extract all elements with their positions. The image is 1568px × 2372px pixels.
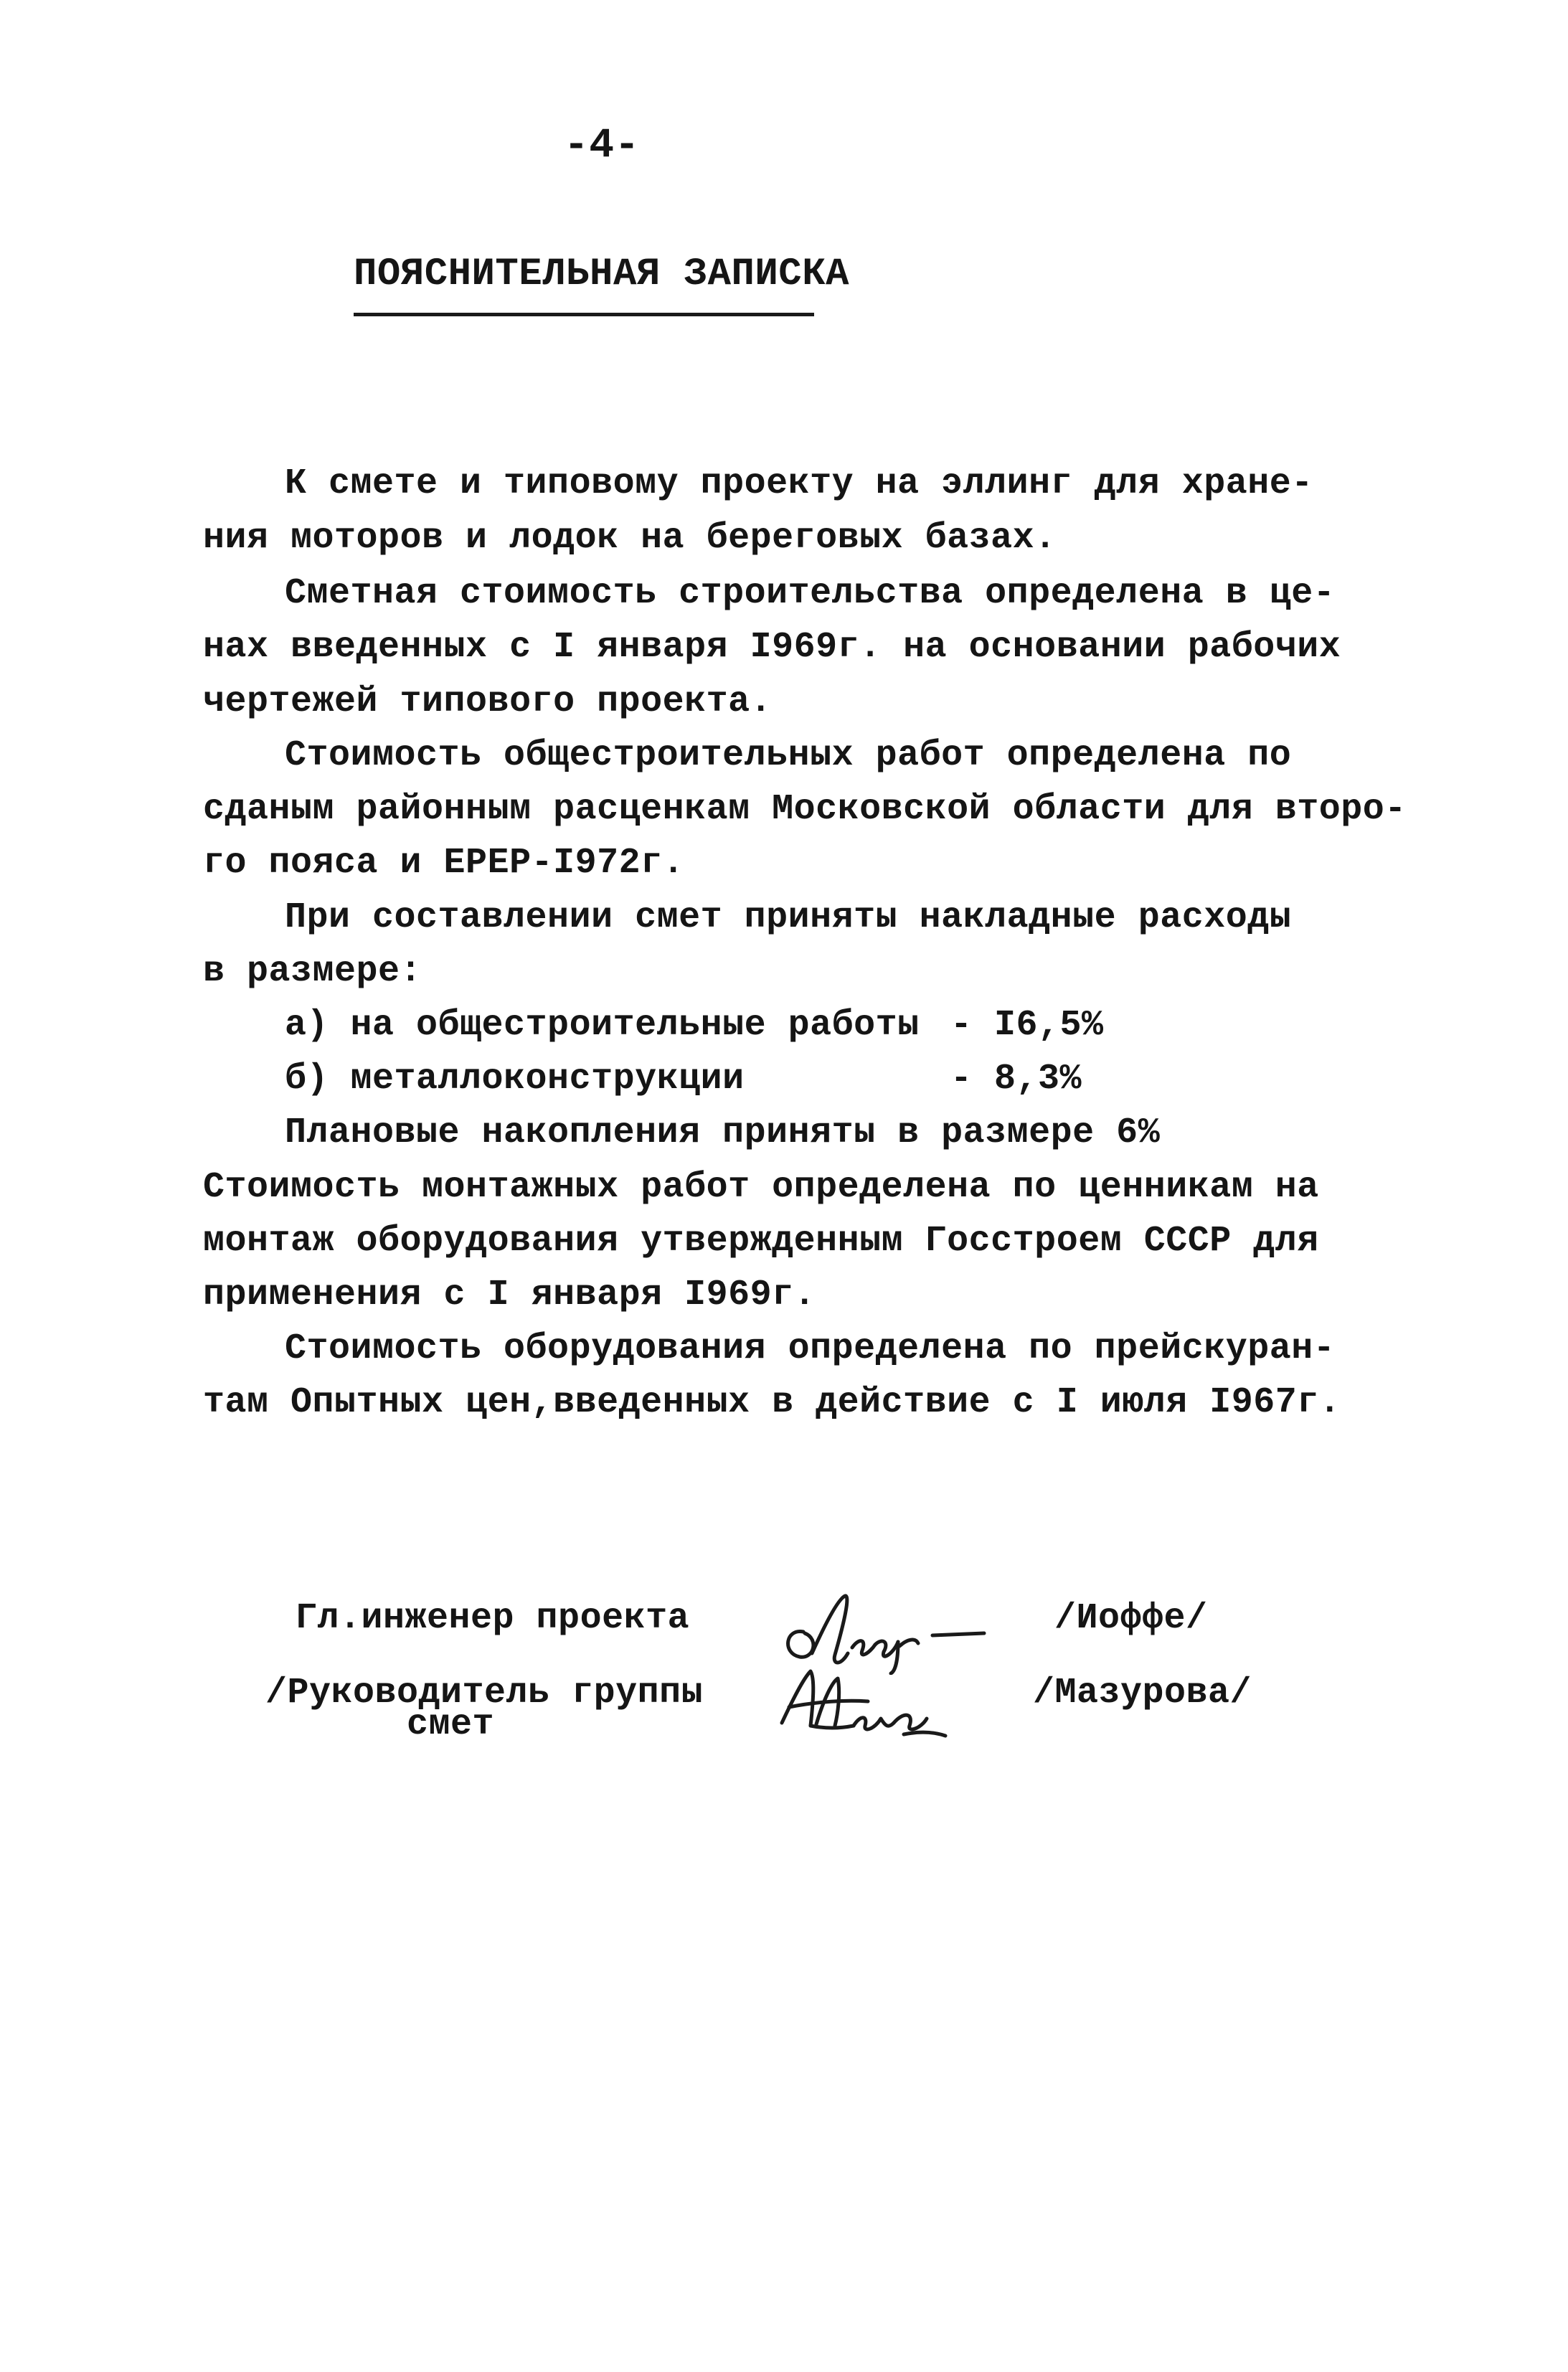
body-line: чертежей типового проекта. — [203, 681, 773, 722]
page-number: -4- — [564, 123, 640, 169]
overhead-item-a: а) на общестроительные работы — [285, 1005, 920, 1046]
document-title: ПОЯСНИТЕЛЬНАЯ ЗАПИСКА — [354, 252, 850, 296]
group-head-signature — [760, 1657, 976, 1743]
chief-engineer-name: /Иоффе/ — [1054, 1598, 1208, 1639]
body-line: го пояса и ЕРЕР-I972г. — [203, 843, 685, 884]
body-line: в размере: — [203, 951, 422, 992]
body-line: монтаж оборудования утвержденным Госстроем СССР для — [203, 1221, 1319, 1262]
body-line: там Опытных цен,введенных в действие с I июля I967г. — [203, 1382, 1341, 1423]
group-head-label-continued: смет — [407, 1704, 495, 1745]
overhead-item-a-value: - I6,5% — [950, 1005, 1104, 1046]
overhead-item-b: б) металлоконструкции — [285, 1059, 745, 1100]
group-head-label: /Руководитель группы — [265, 1673, 704, 1714]
body-line: Стоимость оборудования определена по прейскуран- — [285, 1328, 1336, 1369]
body-line: При составлении смет приняты накладные расходы — [285, 897, 1292, 938]
group-head-name: /Мазурова/ — [1033, 1673, 1252, 1714]
overhead-item-b-value: - 8,3% — [950, 1059, 1082, 1100]
body-line: ния моторов и лодок на береговых базах. — [203, 518, 1057, 559]
body-line: применения с I января I969г. — [203, 1275, 816, 1315]
body-line: Стоимость общестроительных работ определена по — [285, 735, 1292, 776]
title-underline — [354, 313, 814, 316]
body-line: Стоимость монтажных работ определена по ценникам на — [203, 1167, 1319, 1208]
body-line: К смете и типовому проекту на эллинг для хране- — [285, 463, 1313, 504]
body-line: нах введенных с I января I969г. на основании рабочих — [203, 627, 1341, 668]
body-line: Плановые накопления приняты в размере 6% — [285, 1112, 1161, 1153]
body-line: сданым районным расценкам Московской области для второ- — [203, 789, 1407, 830]
chief-engineer-label: Гл.инженер проекта — [296, 1598, 690, 1639]
body-line: Сметная стоимость строительства определена в це- — [285, 573, 1336, 614]
